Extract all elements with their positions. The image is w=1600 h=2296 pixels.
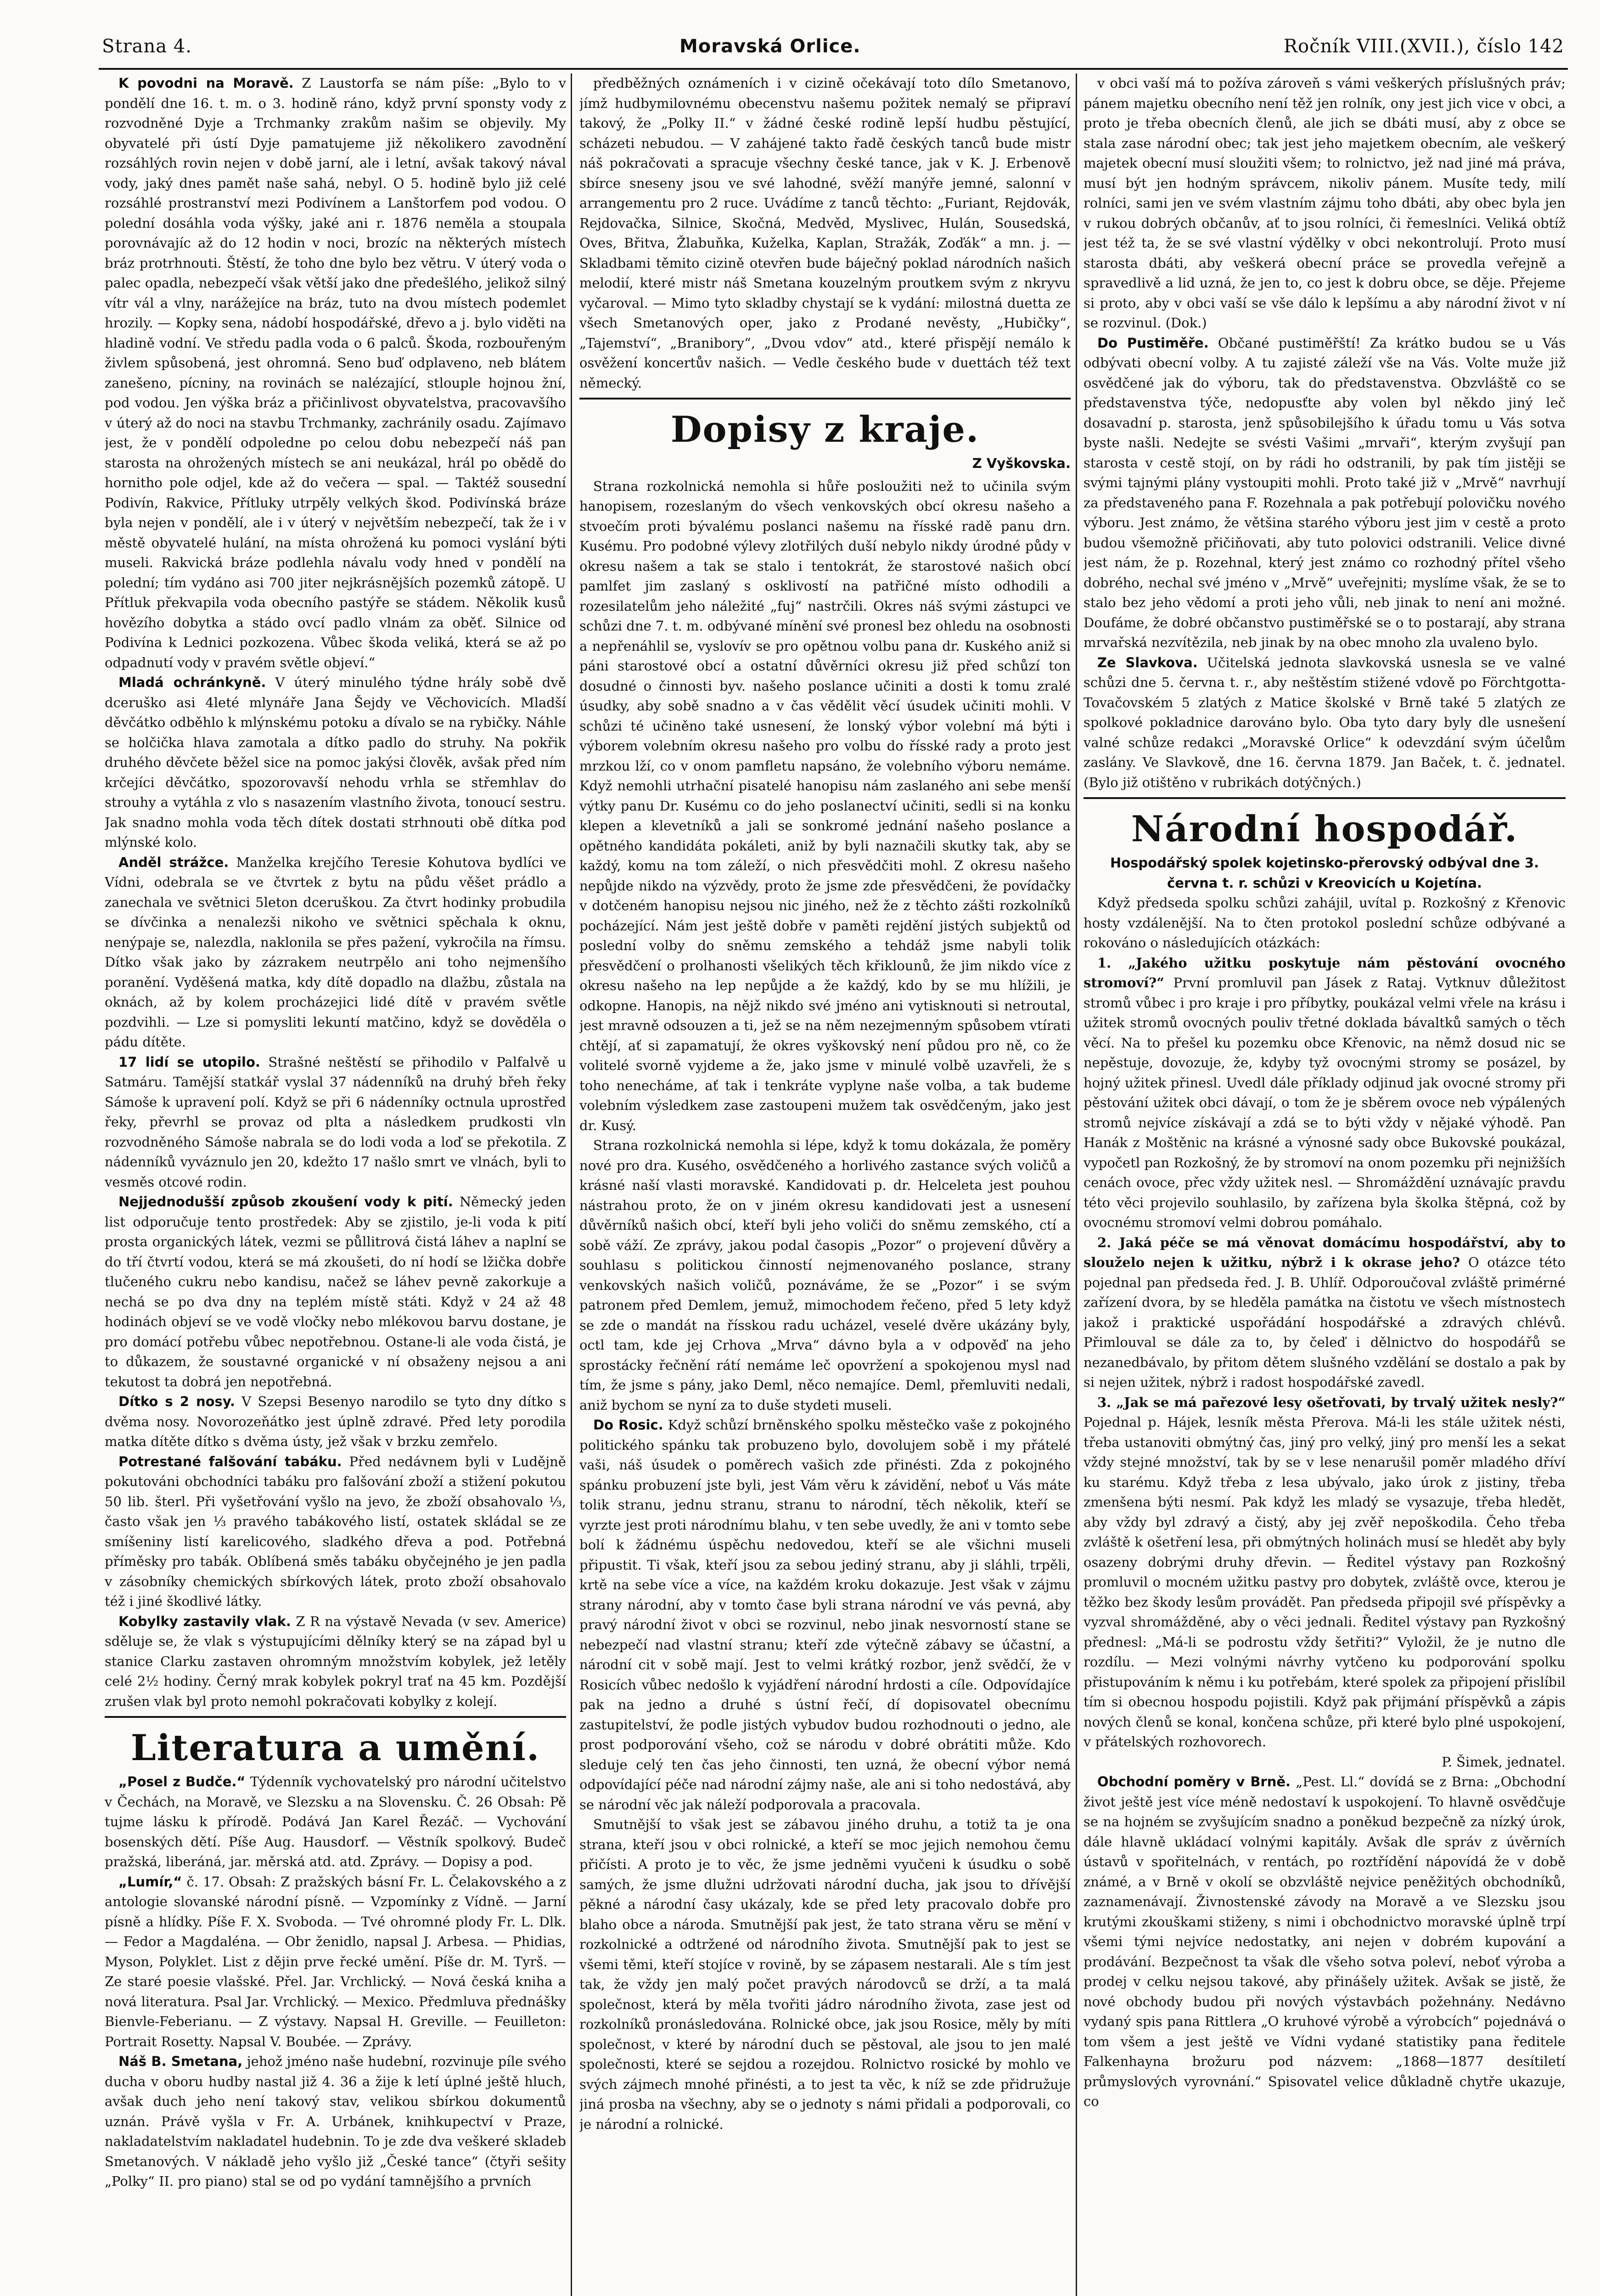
article bbox=[105, 1192, 566, 1392]
article bbox=[105, 1452, 566, 1612]
article bbox=[105, 73, 566, 673]
article-body: Manželka krejčího Teresie Kohutova bydlíci ve Vídni, odebrala se ve čtvrtek z bytu na půdu věšet prádlo a zanechala ve světnici 5leton dceruškou. Za čtvrt hodinky probudila se dívčinka a nenalezši nikoho ve světnici spěchala k oknu, nenýpaje se, nalezdla, naklonila se přes pažení, vykročila na římsu. Dítko však jako by zázrakem neutrpělo ani toho nejmenšího poranění. Vyděšená matka, kdy dítě dopadlo na dlažbu, zůstala na oknách, až by kolem procházejici lidé dítě v pravém světle pozdvihli. — Lze si pomysliti lekuntí matčino, když se dověděla o pádu dítěte. bbox=[105, 854, 566, 1050]
question bbox=[1084, 953, 1566, 1233]
section-title-dopisy: Dopisy z kraje. bbox=[670, 409, 980, 450]
article bbox=[105, 1392, 566, 1452]
column-middle bbox=[579, 73, 1071, 2296]
article-heading: Obchodní poměry v Brně. bbox=[1097, 1774, 1291, 1790]
question bbox=[1084, 1393, 1566, 1752]
page-number: Strana 4. bbox=[102, 36, 192, 57]
article-heading: „Lumír,“ bbox=[118, 1874, 182, 1890]
article bbox=[105, 1772, 566, 1872]
article-body: Když předseda spolku schůzi zahájil, uvítal p. Rozkošný z Křenovic hosty vzdálenější. Na to čten protokol poslední schůze odbývané a rokováno o následujících otázkách: bbox=[1084, 895, 1566, 951]
article-body: Strašné neštěstí se přihodilo v Palfalvě u Satmáru. Tamější statkář vyslal 37 nádenníků na druhý břeh řeky Sámoše k upravení polí. Když se při 6 nádenníky octnula uprostřed řeky, převrhl se provaz od plta a následkem prudkosti vln rozvodněného Sámoše nabrala se do lodi voda a loď se překotila. Z nádenníků vyváznulo jen 20, kdežto 17 našlo smrt ve vlnách, byli to vesměs otcové rodin. bbox=[105, 1054, 566, 1190]
article-heading: Potrestané falšování tabáku. bbox=[118, 1453, 342, 1469]
article-body: Z R na výstavě Nevada (v sev. Americe) sděluje se, že vlak s výstupujícími dělníky který se na západ byl u stanice Clarku zastaven ohromným množstvím kobylek, jež letěly celé 2½ hodiny. Černý mrak kobylek pokryl trať na 45 km. Pozdější zrušen vlak byl proto nemohl pokračovati kobylky z kolejí. bbox=[105, 1613, 566, 1709]
section-title-hospodar: Národní hospodář. bbox=[1131, 808, 1518, 850]
article bbox=[1084, 653, 1566, 793]
article-body: č. 17. Obsah: Z pražských básní Fr. L. Čelakovského a z antologie slovanské národní písně. — Vzpomínky z Vídně. — Jarní písně a hlídky. Píše F. X. Svoboda. — Tvé ohromné plody Fr. L. Dlk. — Fedor a Magdaléna. — Obr ženidlo, napsal J. Arbesa. — Phidias, Myson, Polyklet. List z dějin prve řecké umění. Píše dr. M. Tyrš. — Ze staré poesie vlašské. Přel. Jar. Vrchlický. — Nová česká kniha a nová literatura. Psal Jar. Vrchlický. — Mexico. Předmluva přednášky Bienvle-Feberianu. — Z výstavy. Napsal H. Greville. — Feuilleton: Portrait Rosetty. Napsal V. Boubée. — Zprávy. bbox=[105, 1874, 566, 2049]
article-body: Strana rozkolnická nemohla si hůře posloužiti než to učinila svým hanopisem, rozeslaným do všech venkovských obcí okresu našeho a stvoečím proti bývalému poslanci našemu na řísské radě panu drn. Kusému. Pro podobné výlevy zlotřilých duší nebylo nikdy úrodné půdy v okresu našem a tak se stalo i tentokrát, že starostové našich obcí pamlfet jim zaslaný s osklivostí na patřičné místo odhodili a rozesilatelům jeho náležité „fuj“ nastrčili. Okres náš svými zástupci ve schůzi dne 7. t. m. odbývané mínění své pronesl bez ohledu na osobnosti a nepřenáhlil se, vyslovív se pro opětnou volbu pana dr. Kuského aniž si páni starostové obcí a ostatní důvěrníci okresu již před schůzí ton dosudné o činnosti byv. našeho poslance učiniti a dosti k tomu zralé úsudky, aby sobě snadno a v čas vědělit věcí úsudek učiniti mohli. V schůzi té učiněno také usnesení, že lonský výbor volební má býti i výborem volebním okresu našeho pro volbu do řísské rady a proto jest mrzkou lží, co v onom pamfletu napsáno, že volebního výboru nemáme. Když nemohli utrhační pisatelé hanopisu nám zaslaného ani sebe menší výtky panu Dr. Kusému co do jeho poslanectví učiniti, sedli si na konku klepen a klevetníků a jali se sonkromé jednání našeho poslance a opětného kandidáta pokáleti, aniž by byli naznačili skutky tak, aby se každý, komu na tom záleží, o nich přesvědčiti mohl. Z okresu našeho nepůjde nikdo na výzvědy, proto že jsme zde přesvědčeni, že povídačky v dotčeném hanopisu nejsou nic jiného, než že z těchto zášti rozkolníků pocházející. Nám jest ještě dobře v paměti rejdění jistých subjektů od poslední volby do sněmu zemského a tehdáž jsme nabyli tolik přesvědčení o prolhanosti všelikých těch křiklounů, že jim nikdo více z okresu našeho na lep nepůjde a že každý, kdo by se mu hlížili, je odkopne. Hanopis, na nějž nikdo své jméno ani vytisknouti si netroutal, jest mravně odsouzen a ti, jež se na něm nezejmenným spůsobem vtírati chtějí, ať si zapamatují, že okres vyškovský není půdou pro ně, co že volitelé svorně vyjdeme a že, jako jsme v minulé volbě uzavřeli, že s toho nenecháme, ať tak i tenkráte vyplyne naše volba, a tak budeme volebním výsledkem zase zastoupeni mužem tak osvědčeným, jako jest dr. Kusý. bbox=[579, 478, 1071, 1133]
signature-line: P. Šimek, jednatel. bbox=[1442, 1754, 1566, 1770]
article-heading: „Posel z Budče.“ bbox=[118, 1774, 246, 1790]
article-body: Smutnější to však jest se zábavou jiného druhu, a totiž ta je ona strana, kteří jsou v obci rolnické, a kteří se moc jejich nemohou čemu přičísti. A proto je to věc, že jsme jedněmi vyučeni k úsudku o sobě samých, že jsme dlužni udržovati národní ducha, jak jsou to dřívější pěkné a národní časy ukázaly, kde se před lety pracovalo dobře pro blaho obce a národa. Smutnější pak jest, že tato strana věru se mění v rozkolnické a odtržené od národního života. Smutnější pak to jest se všemi těmi, kteří stojíce v rovině, by se zápasem nestarali. Ale s tím jest tak, že vždy jen malý počet pravých národovců se drží, a ta malá společnost, která by měla tvořiti jádro národního života, zase jest od rozkolníků pronásledována. Rolnické obce, jak jsou Rosice, měly by míti společnost, v které by národní duch se pěstoval, ale jsou to jen malé společnosti, které se sejdou a rozejdou. Rolnictvo rosické by mohlo ve svých zájmech mnohé přinésti, a to jest ta věc, k níž se zde přidružuje jiná prosba na všechny, aby se o jednoty s námi přidali a podporovali, co je národní a rolnické. bbox=[579, 1817, 1071, 2132]
section-rule bbox=[105, 1716, 566, 1718]
article-heading: Do Rosic. bbox=[593, 1417, 663, 1433]
article-body: V úterý minulého týdne hrály sobě dvě dceruško asi 4leté mlynáře Jana Šejdy ve Věchovicích. Mladší děvčátko odběhlo k mlýnskému potoku a dívalo se na rybičky. Náhle se holčička hlava zamotala a dítko padlo do struhy. Na pokřik druhého děvčete běžel sice na pomoc jakýsi člověk, avšak před ním krčejíci děvčátko, spozorovavší nehodu vrhla se střemhlav do strouhy a vytáhla z vlo s nasazením vlastního života, tonoucí sestru. Jak snadno mohla voda těch dítek dostati strhnouti obě dítka pod mlýnské kolo. bbox=[105, 675, 566, 850]
dateline: Z Vyškovska. bbox=[972, 456, 1071, 471]
article-body: Občané pustiměřští! Za krátko budou se u Vás odbývati obecní volby. A tu zajisté záleží vše na Vás. Volte muže již osvědčené jak do výboru, tak do představenstva. Obzvláště co se představenstva týče, nedopusťte aby volen byl někdo jiný leč dosavadní p. starosta, jenž spůsobilejšího k úřadu tomu u Vás sotva byste našli. Nedejte se svésti Vašimi „mrvaři“, kterým zvyšují pan starosta v cestě stojí, on by rádi ho odstranili, by pak tím jistěji se svými tajnými plány vystoupiti mohli. Proto také již v „Mrvě“ navrhují za představeného pana F. Rozehnala a pak potřebují polovičku nového výboru. Jest známo, že většina starého výboru jest jim v cestě a proto budou všemožně přičiňovati, aby tuto polovici odstranili. Velice divné jest nám, že p. Rozehnal, který jest známo co rozhodný přítel všeho dobrého, nechal své jméno v „Mrvě“ uveřejniti; myslíme však, že se to stalo bez jeho vědomí a proti jeho vůli, neb jinak to není ani možné. Doufáme, že dobré občanstvo pustiměřské se o to postarají, aby strana mrvařská nezvítězila, neb jinak by na obec mnoho zla uvaleno bylo. bbox=[1084, 335, 1566, 650]
article-body: jehož jméno naše hudební, rozvinuje píle svého ducha v oboru hudby nastal již 4. 36 a žije k letí úplné ještě hluch, avšak duch jeho není takový stav, velikou sbírkou dokumentů uznán. Právě vyšla v Fr. A. Urbánek, knihkupectví v Praze, nakladatelstvím nakladatel hudebnin. To je zde dva veškeré skladeb Smetanových. V nákladě jeho vyšlo již „České tance“ (čtyři sešity „Polky“ II. pro piano) stal se od po vydání tamnějšího a prvních bbox=[105, 2054, 566, 2189]
column-left bbox=[105, 73, 566, 2296]
article-body: Německý jeden list odporučuje tento prostředek: Aby se zjistilo, je-li voda k pití prosta organických látek, vezmi se půllitrová čistá láhev a naplní se do tří čtvrtí vodou, která se má zkoušeti, do ní hodí se lžička dobře tlučeného cukru nebo kandisu, načež se láhev pevně zakorkuje a nechá se po dva dny na teplém místě státi. Když v 24 až 48 hodinách objeví se ve vodě vločky nebo mlékovou barvu dostane, je pro domácí potřebu vůbec nepotřebnou. Ostane-li ale voda čistá, je to důkazem, že soustavné organické v ní obsaženy nejsou a ani tekutost ta dobrá jen nepotřebná. bbox=[105, 1194, 566, 1390]
question-heading: 3. „Jak se má pařezové lesy ošetřovati, by trvalý užitek nesly?“ bbox=[1097, 1394, 1566, 1410]
column-divider bbox=[1076, 73, 1077, 2296]
question bbox=[1084, 1233, 1566, 1393]
article-continuation: předběžných oznámeních i v cizině očekávají toto dílo Smetanovo, jímž hudbymilovnému obecenstvu našemu požitek nemalý se připraví takový, že „Polky II.“ v žádné české rodině lepší hudbu pěstující, scházeti nebudou. — V zahájené takto řadě českých tanců bude mistr náš pokračovati a spracuje všechny české tance, jak v K. J. Erbenově sbírce sneseny jsou ve své lahodné, svěží manýře jemné, salonní v arrangementu pro 2 ruce. Uvádíme z tanců těchto: „Furiant, Rejdovák, Rejdovačka, Silnice, Skočná, Medvěd, Myslivec, Hulán, Sousedská, Oves, Břitva, Žlabuňka, Kuželka, Kaplan, Stražák, Zoďák“ a mn. j. — Skladbami těmito cizině otevřen bude báječný poklad národních našich melodií, které mistr náš Smetana kouzelným proutkem svým z nkryvu vyčaroval. — Mimo tyto skladby chystají se k vydání: milostná duetta ze všech Smetanových oper, jako z Prodané nevěsty, „Hubičky“, „Tajemství“, „Branibory“, „Dvou vdov“ atd., které přispějí nemálo k osvěžení koncertův našich. — Vedle českého bude v duettách též text německý. bbox=[579, 75, 1071, 391]
article-body: Když schůzí brněnského spolku městečko vaše z pokojného politického spánku tak probuzeno bylo, dovolujem sobě i my přátelé vaši, náš úsudek o poměrech vašich zde přinésti. Zda z pokojného spánku probuzení jste byli, jest Vám věru k závidění, neboť u Vás máte tolik stranu, jednu stranu, stranu to národní, těch několik, kteří se vyrzte jest proti národnímu blahu, v ten sebe uvedly, že ani v tomto sebe bolí k žádnému úspěchu nedovedou, kteří se ale všichni museli připustit. Ti však, kteří jsou za sebou jediný stranu, aby ji sláhli, trpěli, krtě na sebe více a více, na každém kroku dokazuje. Jest však v zájmu strany národní, aby v tomto čase byli strana národní ve vás pevná, aby pravý národní život v obci se rozvinul, nebo jinak nesvorností stane se nebezpečí nad vlastní stranu; kteří zde výtečně zábavy se účastní, a národní cit v sobě mají. Jest to velmi krátký rozbor, jenž svědčí, že v Rosicích vůbec nedošlo k vyjádření národní hrdosti a cíle. Odpovídajíce pak na jedno a druhé s ústní řečí, dí dopisovatel obecnímu zastupitelství, že podle jistých vybudov budou rozhodnouti o jedno, ale prost podporování všeho, což se národu v dobré obrátiti může. Kdo sleduje celý ten čas jeho činnosti, ten uzná, že obecní výbor nemá odpovídající péče nad národní zájmy naše, ale ani si toho nedostává, aby se národní věc jak náleží podporovala a pracovala. bbox=[579, 1417, 1071, 1812]
article bbox=[105, 1052, 566, 1193]
article-heading: Dítko s 2 nosy. bbox=[118, 1394, 236, 1409]
article bbox=[105, 2052, 566, 2192]
article-heading: Anděl strážce. bbox=[118, 854, 229, 870]
article-heading: Ze Slavkova. bbox=[1097, 654, 1198, 670]
article-body: V Szepsi Besenyo narodilo se tyto dny dítko s dvěma nosy. Novorozeňátko jest úplně zdravé. Před lety porodila matka dítěte dítko s dvěma ústy, jež však v brzku zemřelo. bbox=[105, 1394, 566, 1449]
article-heading: K povodni na Moravě. bbox=[118, 75, 294, 91]
section-rule bbox=[579, 398, 1071, 400]
article bbox=[105, 1872, 566, 2052]
article-continuation: v obci vaší má to požíva zároveň s vámi veškerých příslušných práv; pánem majetku obecního není těž jen rolník, ony jest jich vice v obci, a proto je třeba obecních členů, ale jich se dbáti musí, aby z obce se stala zase národní obec; tak jest jeho majetkem obecním, ale veškerý majetek obecní musí sloužiti všem; to rolnictvo, jež nad jiné má práva, musí být jen hodným správcem, nikoliv pánem. Musíte tedy, milí rolníci, sami jen ve svém vlastním zájmu toho dbáti, aby obec byla jen v rukou dobrých občanův, ať to jsou rolníci, či řemeslníci. Veliká obtíž jest též ta, že se své vlastní výdělky v obci nekontrolují. Proto musí starosta dbáti, aby veškerá obecní práce se provedla veřejně a spravedlivě a lid uzná, že jen to, co jest k dobru obce, se děje. Přejeme si proto, aby v obci vaší se vše dálo k lepšímu a aby národní život v ní se rozvinul. (Dok.) bbox=[1084, 75, 1566, 331]
article bbox=[1084, 333, 1566, 653]
article-heading: Náš B. Smetana, bbox=[118, 2054, 243, 2069]
section-rule bbox=[1084, 797, 1566, 799]
article-heading: Kobylky zastavily vlak. bbox=[118, 1613, 291, 1629]
column-right bbox=[1084, 73, 1566, 2296]
article-body: O otázce této pojednal pan předseda řed. J. B. Uhlíř. Odporoučoval zvláště primérné zařízení dvora, by se hleděla památka na čistotu ve všech místnostech jakož i praktické uspořádání hospodářské a zdravých chlévů. Přimlouval se dále za to, by čeleď i dělnictvo do hospodářů se nezanedbávalo, by přitom dětem slušného vzdělání se dostalo a pak by si nejen užitek, nýbrž i radost hospodářské zavedl. bbox=[1084, 1255, 1566, 1390]
article-body: Učitelská jednota slavkovská usnesla se ve valné schůzi dne 5. června t. r., aby neštěstím stižené vdově po Förchtgotta-Tovačovském 5 zlatých z Matice školské v Brně také 5 zlatých ze spolkové pokladnice darováno bylo. Oba tyto dary byly dle usnešení valné schůze redakci „Moravské Orlice“ k odevzdání svým účelům zaslány. Ve Slavkově, dne 16. června 1879. Jan Baček, t. č. jednatel. (Bylo již otištěno v rubrikách dotýčných.) bbox=[1084, 654, 1566, 790]
article-body: Strana rozkolnická nemohla si lépe, když k tomu dokázala, že poměry nové pro dra. Kusého, osvědčeného a horlivého zastance svých voličů a krásné naší vlasti moravské. Kandidovati p. dr. Helceleta jest pouhou nástrahou proto, že on v jiném okresu kandidovati jest a usnesení důvěrníků našich obcí, kteří byli jeho voliči do sněmu zemského, ctí a sobě váží. Ze zprávy, jakou podal časopis „Pozor“ o projevení důvěry a souhlasu s politickou činností nejmenovaného poslance, strany venkovských našich voličů, poznáváme, že se „Pozor“ i se svým patronem před Demlem, jemuž, mimochodem řečeno, před 5 lety když se zde o mandát na řísskou radu ucházel, veselé dvěre ukázány byly, octl tam, kde jej Crhova „Mrva“ dávno byla a v odpověď na jeho sprostácky řečnění rátí nemáme leč opovržení a spokojenou mysl nad tím, že jsme s pány, jako Deml, něco nemajíce. Deml, přemluviti nedali, aniž bychom se nyní za to duše stydeti museli. bbox=[579, 1137, 1071, 1413]
article-heading: Nejjednodušší způsob zkoušení vody k pití. bbox=[118, 1194, 453, 1210]
article bbox=[1084, 1772, 1566, 2112]
article-body: První promluvil pan Jásek z Rataj. Vytknuv důležitost stromů vůbec i pro kraje i pro příbytky, poukázal velmi vřele na krásu i užitek stromů ovocných pouliv třetné doklada bávaltků samých o těch věcí. Na to přešel ku pozemku obce Křenovic, na němž dosud nic se nepěstuje, dovozuje, že, kdyby tyž ovocnými stromy se posázel, by hojný užitek přinesl. Uvedl dále příklady odjinud jak ovocné stromy při pěstování užitek obci dávají, o tom že je sběrem ovoce neb výpálených stromů nejvíce získávají a zdá se to býti vždy v nějaké výhodě. Pan Hanák z Moštěnic na krásné a výnosné sady obce Bukovské poukázal, vypočetl pan Rozkošný, že by stromoví na onom pozemku při nejnižších cenách ovoce, přec vždy užitek nesl. — Shromáždění uznávajíc pravdu této věci projevilo souhlasilo, by zařízena byla školka štěpná, což by ovocnému stromoví velmi dobrou pomáhalo. bbox=[1084, 975, 1566, 1230]
article bbox=[105, 673, 566, 853]
article-heading: Do Pustiměře. bbox=[1097, 335, 1209, 351]
article-subheading: Hospodářský spolek kojetinsko-přerovský odbýval dne 3. června t. r. schůzi v Kreovicích u Kojetína. bbox=[1110, 855, 1539, 891]
issue-info: Ročník VIII.(XVII.), číslo 142 bbox=[1283, 36, 1564, 57]
question-heading: 2. Jaká péče se má věnovat domácímu hospodářství, aby to slouželo nejen k užitku, nýbrž i k okrase jeho? bbox=[1084, 1234, 1566, 1270]
article-body: Z Laustorfa se nám píše: „Bylo to v pondělí dne 16. t. m. o 3. hodině ráno, když první sponsty vody z rozvodněné Dyje a Trchmanky zrakům našim se objevily. My obyvatelé při ústí Dyje pamatujeme již několikero zavodnění rozsáhlých rovin nejen v době jarní, ale i letní, avšak takový nával vody, jaký dnes pamět naše sahá, nebyl. O 5. hodině bylo již celé rozsáhlé prostranství mezi Podivínem a Lanštorfem pod vodou. O polední dosáhla voda výšky, jaké ani r. 1876 neměla a stoupala porovnávajíc až do 12 hodin v noci, brozíc na některých místech bráz protrhnouti. Štěstí, že toho dne bylo bez větru. V úterý voda o palec opadla, nebezpečí však větší jako dne předešlého, jelikož silný vítr vál a vlny, narážejíce na bráz, tuto na dvou místech podemlet hrozily. — Kopky sena, nádobí hospodářské, dřevo a j. bylo viděti na hladině vodní. Ve středu padla voda o 6 palců. Škoda, rozbouřeným živlem spůsobená, jest ohromná. Seno buď odplaveno, neb blátem zanešeno, pícniny, na rovinách se nalézající, stlouple hojnou žní, pod vodou. Jen výška bráz a přičinlivost obyvatelstva, pracovavšího v úterý až do noci na stavbu Trchmanky, zachránily osadu. Zajímavo jest, že v pondělí odpoledne po celou dobu nebezpečí náš pan starosta na ohrožených místech se ani neukázal, hrál po obědě do hornitho pole odjel, kde až do večera — spal. — Taktéž sousední Podivín, Rakvice, Přítluky utrpěly velkých škod. Podivínská bráze byla nejen v pondělí, ale i v úterý v největším nebezpečí, tak že i v městě obyvatelé hulání, na místa ohrožená ku pomoci vyslání býti museli. Rakvická bráze podlehla návalu vody hned v pondělí na polední; tím vydáno asi 700 jiter nejkrásnějších pozemků zátopě. U Přítluk překvapila voda obecního pastýře se stádem. Několik kusů hovězího dobytka a stádo ovcí padlo vlnám za oběť. Silnice od Podivína k Lednici pozkozena. Vůbec škoda veliká, která se až po odpadnutí vody v pravém světle objeví.“ bbox=[105, 75, 566, 670]
article-body: „Pest. Ll.“ dovídá se z Brna: „Obchodní život ještě jest více méně nedostaví k uspokojení. To hlavně osvědčuje se na hojném se zvyšujícím snadno a poněkud bezpečně za nízký úrok, dále hlavně ukládací volnými kapitály. Avšak dle správ z úvěrních ústavů v spořitelnách, v rentách, po roztřídění nápovídá že v době známé, a v Brně v okolí se obzvláště nejvice peněžitých obchodníků, zaznamenávají. Živnostenské závody na Moravě a ve Slezsku jsou krutými zkouškami stiženy, s nimi i obchodnictvo moravské úplně trpí všemi tými nejvíce nedostatky, ani nejen v dobrém kupování a prodávání. Bezpečnost ta však dle všeho sotva poleví, neboť výroba a prodej v celku nejsou takové, aby přinášely užitek. Avšak se jistě, že nové obchody budou při nových výstavbách požehnány. Nedávno vydaný spis pana Rittlera „O kruhové výrobě a výrobcích“ pojednává o tom všem a jest ještě ve Vídni vydané statistiky pana ředitele Falkenhayna brožuru pod názvem: „1868—1877 desítiletí průmyslových vyrovnání.“ Spisovatel velice důkladně chytře ukazuje, co bbox=[1084, 1774, 1566, 2109]
article-heading: 17 lidí se utopilo. bbox=[118, 1054, 260, 1070]
column-divider bbox=[571, 73, 572, 2296]
article-body: Před nedávnem byli v Ludějně pokutováni obchodníci tabáku pro falšování zboží a stižení pokutou 50 lib. šterl. Při vyšetřování vyšlo na jevo, že zboží obsahovalo ⅓, často však jen ⅓ pravého tabákového listí, ostatek skládal se ze smíšeniny listí karelicového, sladkého dřeva a pod. Potřebná příměsky pro tabák. Oblíbená směs tabáku obyčejného je jen padla v zásobníky chemických sbírkových látek, proto zboží obsahovalo též i jiné škodlivé látky. bbox=[105, 1453, 566, 1609]
section-title-literature: Literatura a umění. bbox=[130, 1727, 540, 1769]
article-heading: Mladá ochránkyně. bbox=[118, 675, 266, 690]
article-body: Pojednal p. Hájek, lesník města Přerova. Má-li les stále užitek nésti, třeba ustanoviti obmýtný čas, jiný pro velký, jiný pro menší les a sekat vždy stejné množství, tak by se v lese nenarušil poměr mladého dříví ku starému. Když třeba z lesa ubývalo, jako úrok z jistiny, třeba zmenšena býti nesmí. Pak když les mladý se vysazuje, třeba hledět, aby vždy byl zdravý a čistý, aby jej zvěř nepoškodila. Čeho třeba zvláště k ošetření lesa, při obmýtných holinách musí se hledět aby byly osazeny dobrými druhy dřevin. — Ředitel výstavy pan Rozkošný promluvil o mocném užitku pastvy pro dobytek, zvláště ovce, kterou je těžko bez škody lesům provádět. Pan předseda připojil své příspěvky a vyzval shromážděné, aby o věci jednali. Ředitel výstavy pan Ryzkošný přednesl: „Má-li se podrostu vždy šetřiti?“ Vyložil, že je nutno dle rozdílu. — Mezi volnými návrhy vytčeno ku podporování spolku přistupováním k němu i ku potřebám, které spolek za připojení přislíbil tím si obecnou hospodu pojistili. Když pak přijmání příspěvků a zápis nových členů se konal, končena schůze, při které bylo plné uspokojení, v přátelských rozhovorech. bbox=[1084, 1414, 1566, 1750]
header-rule bbox=[99, 68, 1568, 70]
question-heading: 1. „Jakého užitku poskytuje nám pěstování ovocného stromoví?“ bbox=[1084, 955, 1566, 990]
article bbox=[105, 1612, 566, 1712]
masthead-title: Moravská Orlice. bbox=[679, 36, 861, 57]
article-body: Týdenník vychovatelský pro národní učitelstvo v Čechách, na Moravě, ve Slezsku a na Slovensku. Č. 26 Obsah: Pě tujme lásku k přírodě. Podává Jan Karel Řezáč. — Vychování bosenských dětí. Píše Aug. Hausdorf. — Věstník spolkový. Budeč pražská, liberáná, jar. měrská atd. atd. Zprávy. — Dopisy a pod. bbox=[105, 1774, 566, 1869]
article bbox=[579, 1415, 1071, 1815]
article bbox=[105, 853, 566, 1052]
